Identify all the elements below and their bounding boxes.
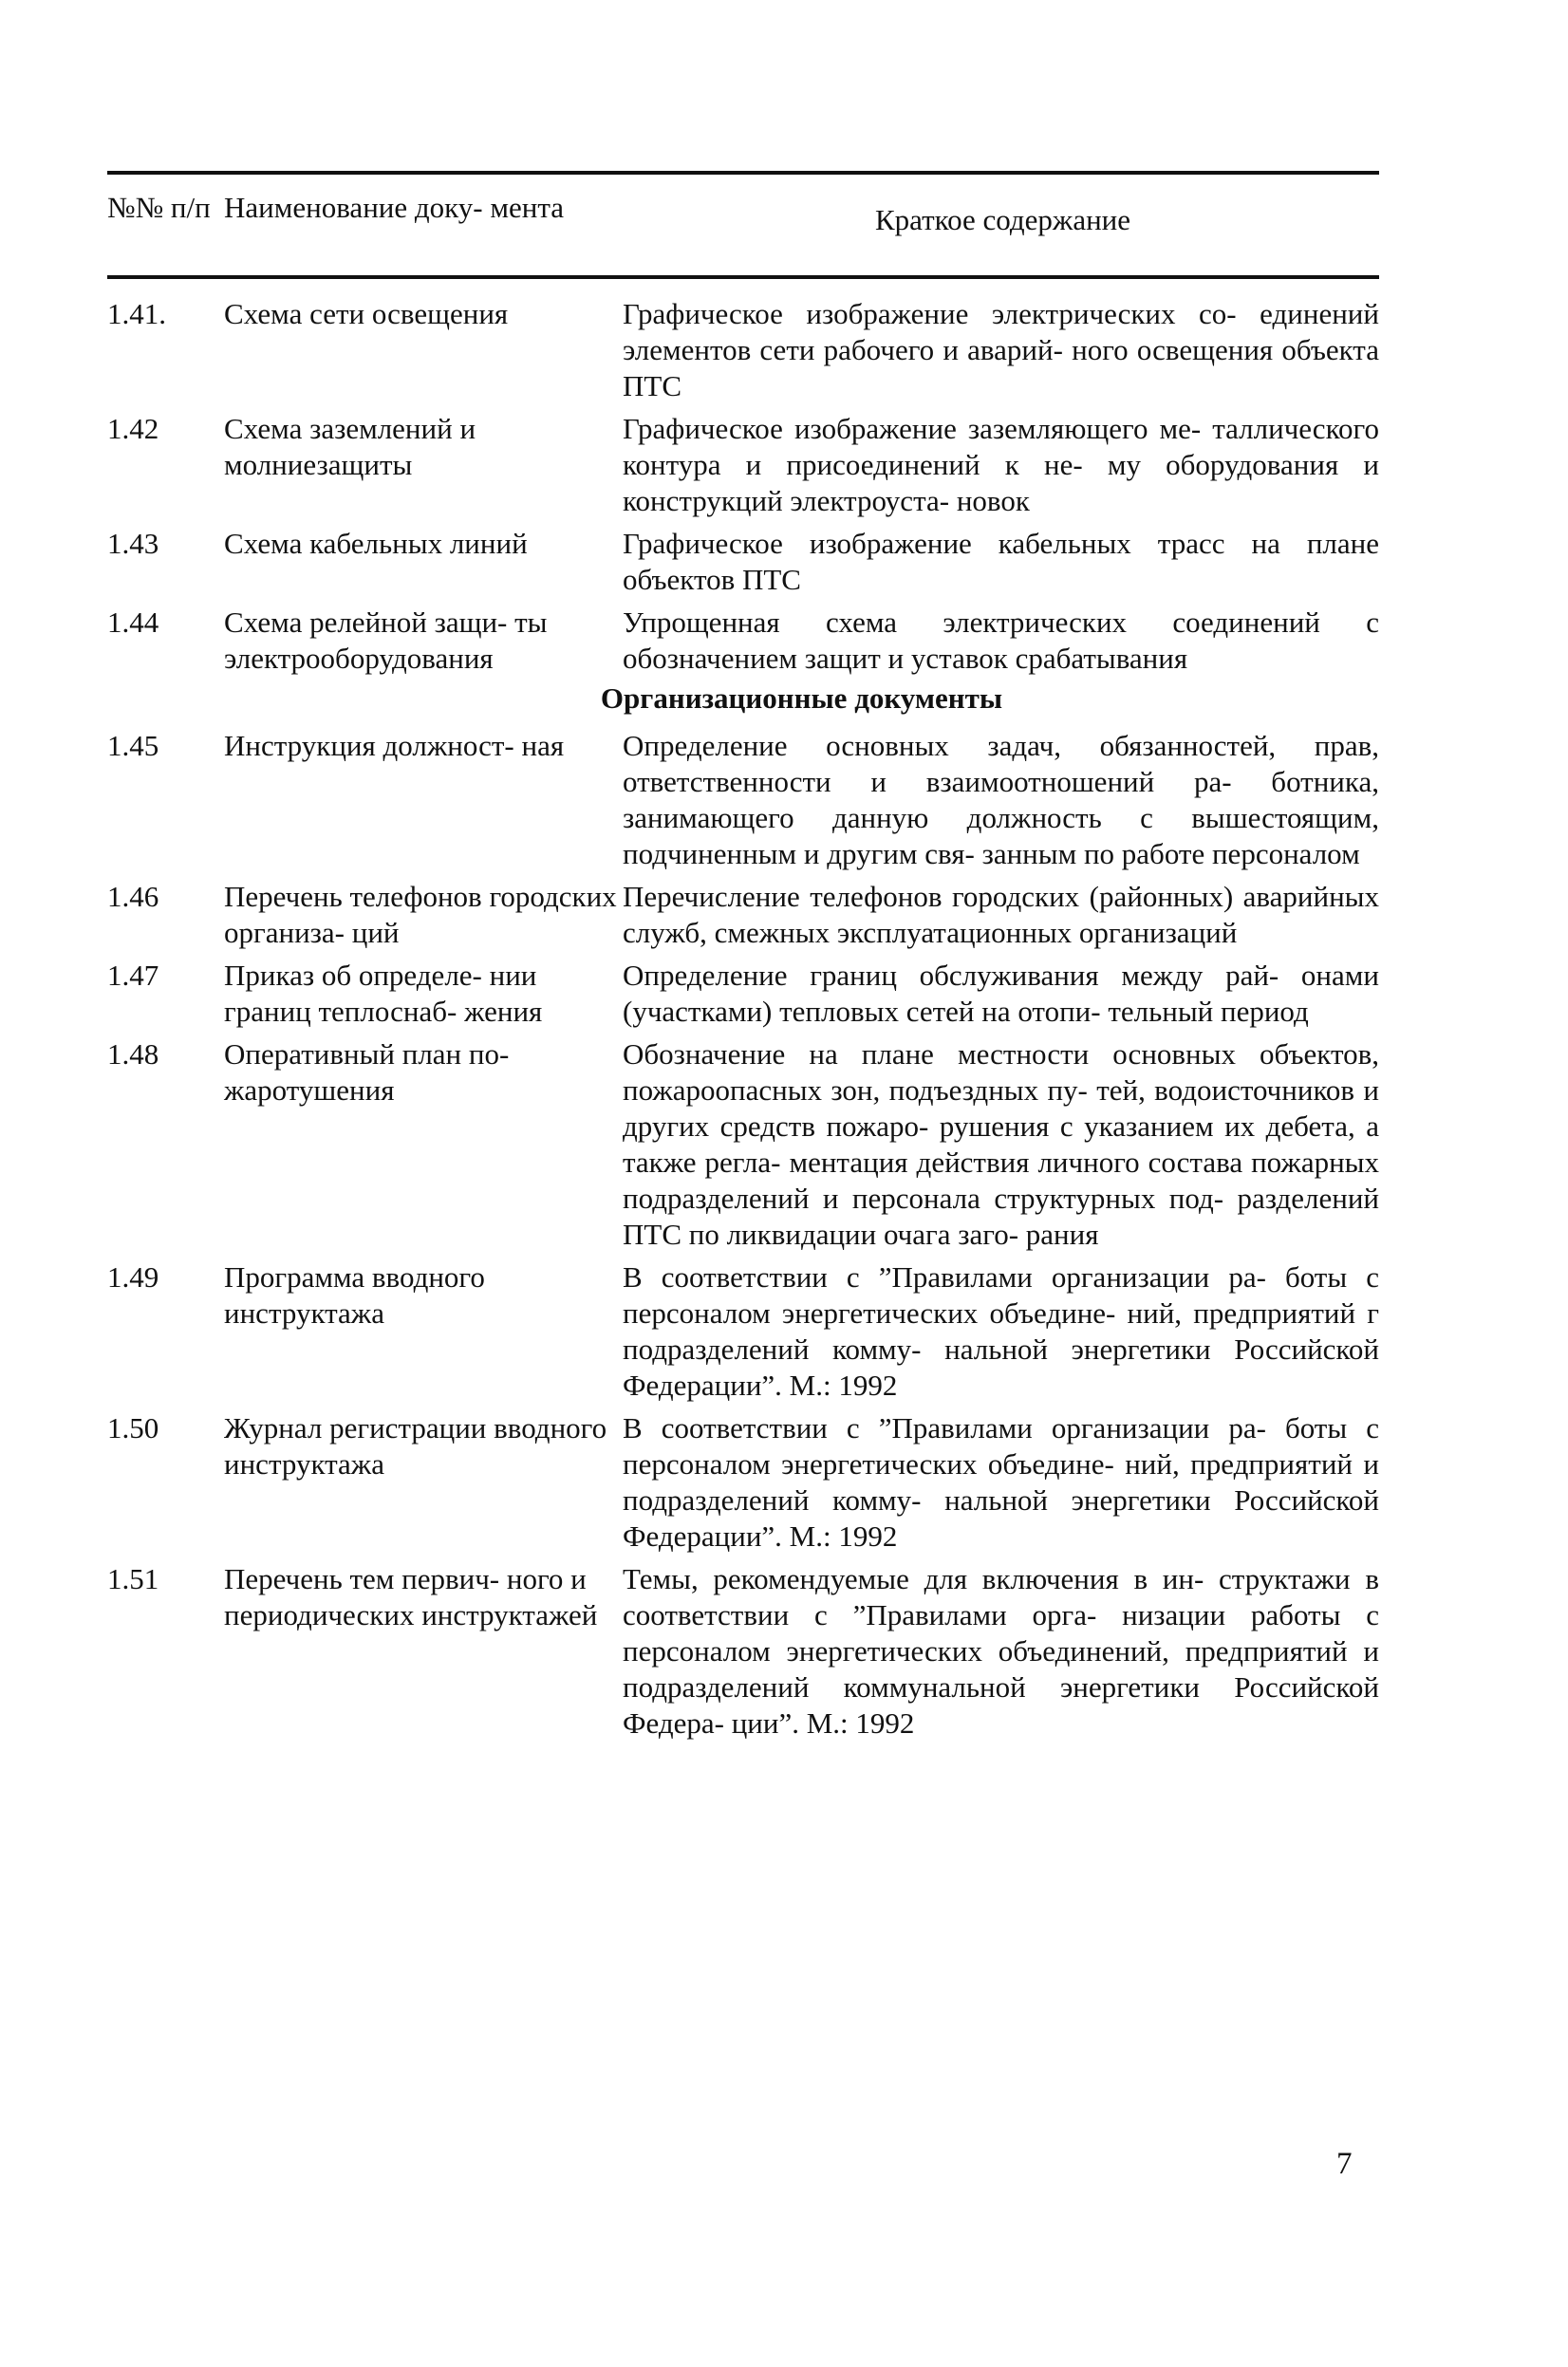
row-number: 1.42 bbox=[107, 412, 159, 445]
table-row bbox=[107, 958, 1379, 1030]
row-summary: Перечисление телефонов городских (районных) аварийных служб, смежных эксплуатационных организаций bbox=[623, 880, 1379, 949]
table-row bbox=[107, 1259, 1379, 1404]
row-number: 1.48 bbox=[107, 1037, 159, 1071]
table-row bbox=[107, 526, 1379, 598]
row-summary: Упрощенная схема электрических соединений с обозначением защит и уставок срабатывания bbox=[623, 606, 1379, 675]
table-row bbox=[107, 605, 1379, 677]
row-number: 1.50 bbox=[107, 1411, 159, 1444]
row-summary: Обозначение на плане местности основных объектов, пожароопасных зон, подъездных пу- тей, водоисточников и других средств пожаро- рушения с указанием их дебета, а также регла- ментация действия личного состава пожарных подразделений и персонала структурных под- разделений ПТС по ликвидации очага заго- рания bbox=[623, 1037, 1379, 1251]
row-number: 1.47 bbox=[107, 959, 159, 992]
row-summary: Определение границ обслуживания между рай- онами (участками) тепловых сетей на отопи- тельный период bbox=[623, 959, 1379, 1028]
row-number: 1.45 bbox=[107, 729, 159, 762]
row-summary: Графическое изображение заземляющего ме- таллического контура и присоединений к не- му оборудования и конструкций электроуста- новок bbox=[623, 412, 1379, 517]
header-number: №№ п/п bbox=[107, 191, 211, 224]
section-title: Организационные документы bbox=[600, 681, 1003, 715]
table-row bbox=[107, 1036, 1379, 1253]
row-document-name: Перечень телефонов городских организа- ций bbox=[224, 880, 617, 949]
row-summary: В соответствии с ”Правилами организации ра- боты с персоналом энергетических объедине- ний, предприятий и подразделений комму- нальной энергетики Российской Федерации”. М.: 1992 bbox=[623, 1411, 1379, 1553]
table-body bbox=[107, 296, 1379, 1742]
table-row bbox=[107, 728, 1379, 872]
page-number: 7 bbox=[1336, 2147, 1353, 2181]
row-summary: Графическое изображение кабельных трасс на плане объектов ПТС bbox=[623, 527, 1379, 596]
row-document-name: Программа вводного инструктажа bbox=[224, 1260, 485, 1330]
row-document-name: Журнал регистрации вводного инструктажа bbox=[224, 1411, 607, 1481]
row-document-name: Перечень тем первич- ного и периодических инструктажей bbox=[224, 1562, 598, 1631]
row-number: 1.43 bbox=[107, 527, 159, 560]
row-number: 1.46 bbox=[107, 880, 159, 913]
table-row bbox=[107, 879, 1379, 951]
table-row bbox=[107, 296, 1379, 404]
row-summary: Графическое изображение электрических со- единений элементов сети рабочего и аварий- ного освещения объекта ПТС bbox=[623, 297, 1379, 402]
row-document-name: Схема сети освещения bbox=[224, 297, 509, 330]
row-document-name: Схема релейной защи- ты электрооборудования bbox=[224, 606, 548, 675]
table-row bbox=[107, 1561, 1379, 1742]
row-document-name: Схема кабельных линий bbox=[224, 527, 528, 560]
row-summary: В соответствии с ”Правилами организации ра- боты с персоналом энергетических объедине- ний, предприятий г подразделений комму- нальной энергетики Российской Федерации”. М.: 1992 bbox=[623, 1260, 1379, 1402]
row-summary: Темы, рекомендуемые для включения в ин- структажи в соответствии с ”Правилами орга- низации работы с персоналом энергетических объединений, предприятий и подразделений коммунальной энергетики Российской Федера- ции”. М.: 1992 bbox=[623, 1562, 1379, 1740]
table-row bbox=[107, 411, 1379, 519]
row-summary: Определение основных задач, обязанностей, прав, ответственности и взаимоотношений ра- ботника, занимающего данную должность с вышестоящим, подчиненным и другим свя- занным по работе персоналом bbox=[623, 729, 1379, 870]
header-summary: Краткое содержание bbox=[874, 203, 1131, 236]
row-number: 1.44 bbox=[107, 606, 159, 639]
row-number: 1.49 bbox=[107, 1260, 159, 1294]
row-document-name: Приказ об определе- нии границ теплоснаб- жения bbox=[224, 959, 543, 1028]
row-number: 1.41. bbox=[107, 297, 166, 330]
row-document-name: Схема заземлений и молниезащиты bbox=[224, 412, 476, 481]
row-document-name: Оперативный план по- жаротушения bbox=[224, 1037, 510, 1107]
row-number: 1.51 bbox=[107, 1562, 159, 1595]
table-header-rule bbox=[107, 275, 1379, 279]
table-top-rule bbox=[107, 171, 1379, 175]
header-document-name: Наименование доку- мента bbox=[224, 191, 564, 224]
row-document-name: Инструкция должност- ная bbox=[224, 729, 565, 762]
table-row bbox=[107, 1410, 1379, 1555]
